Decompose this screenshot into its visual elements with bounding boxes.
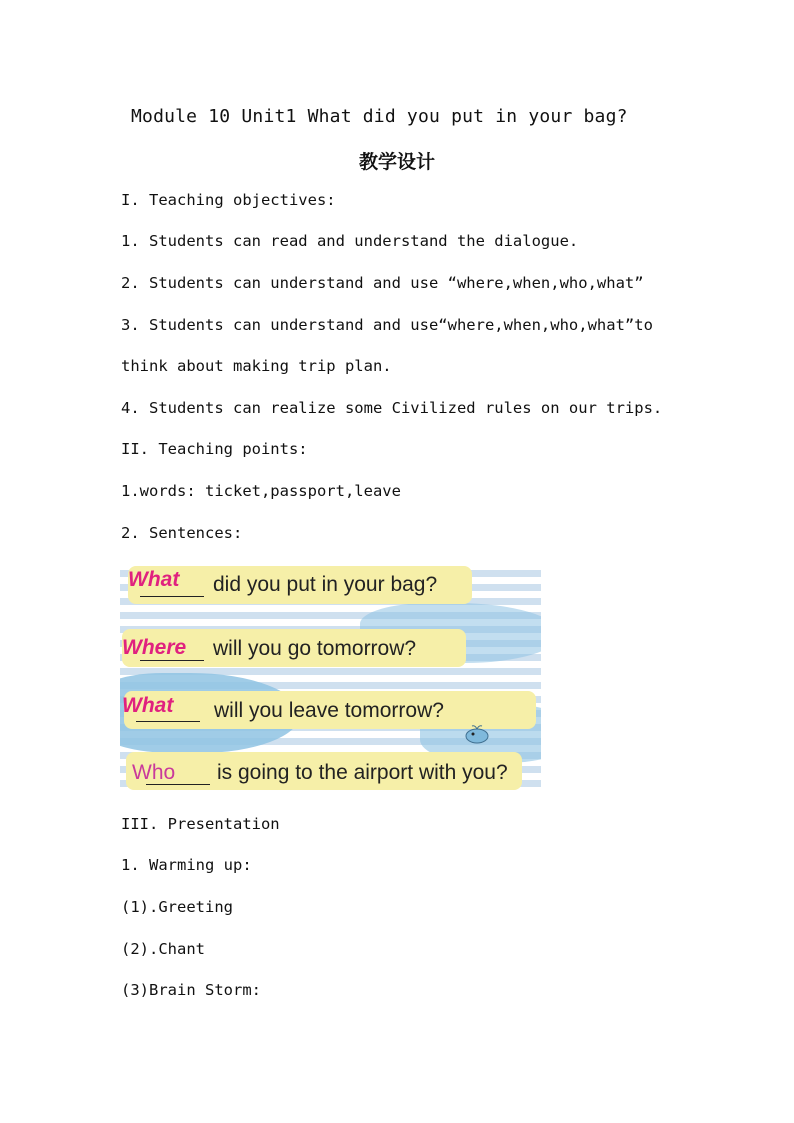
sentence-text: will you go tomorrow? — [213, 637, 417, 660]
section-heading-presentation: III. Presentation — [121, 815, 280, 833]
objective-item-1: 1. Students can read and understand the dialogue. — [121, 232, 579, 250]
answer-blank-line — [140, 596, 204, 597]
presentation-item-1: 1. Warming up: — [121, 856, 252, 874]
sentence-answer-word: Who — [132, 761, 176, 784]
answer-blank-line — [136, 721, 200, 722]
objective-item-3: 3. Students can understand and use“where,when,who,what”to think about making trip plan. — [121, 316, 653, 375]
answer-blank-line — [140, 660, 204, 661]
presentation-item-4: (3)Brain Storm: — [121, 981, 261, 999]
sentence-answer-word: What — [128, 568, 180, 591]
teaching-points-sentences-label: 2. Sentences: — [121, 524, 243, 542]
section-heading-teaching-points: II. Teaching points: — [121, 440, 308, 458]
sentence-answer-word: What — [122, 694, 174, 717]
sentence-text: is going to the airport with you? — [217, 761, 508, 784]
whale-icon — [464, 725, 490, 745]
presentation-item-2: (1).Greeting — [121, 898, 233, 916]
objective-item-4: 4. Students can realize some Civilized rules on our trips. — [121, 399, 663, 417]
sentence-text: did you put in your bag? — [213, 573, 438, 596]
teaching-points-words: 1.words: ticket,passport,leave — [121, 482, 401, 500]
document-title: Module 10 Unit1 What did you put in your bag? — [131, 106, 628, 127]
presentation-item-3: (2).Chant — [121, 940, 205, 958]
objective-item-2: 2. Students can understand and use “where,when,who,what” — [121, 274, 644, 292]
section-heading-objectives: I. Teaching objectives: — [121, 191, 336, 209]
sentence-answer-word: Where — [122, 636, 187, 659]
document-subtitle: 教学设计 — [358, 151, 435, 173]
sentence-text: will you leave tomorrow? — [214, 699, 444, 722]
